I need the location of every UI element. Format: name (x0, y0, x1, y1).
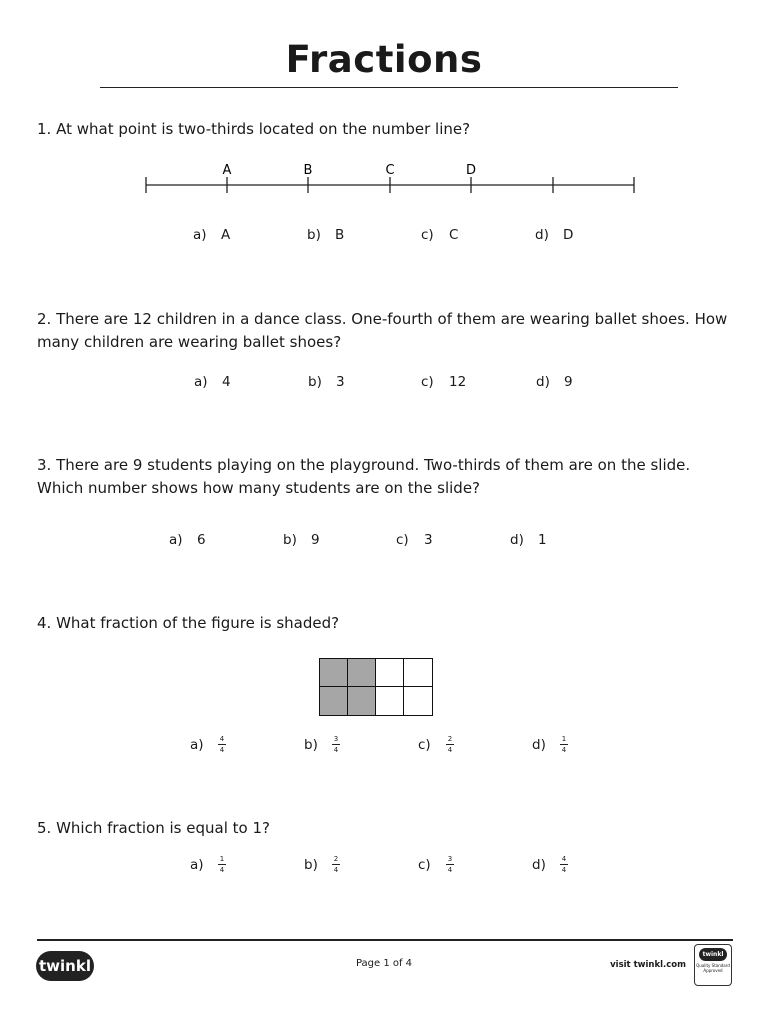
question-2-text: 2. There are 12 children in a dance class. One-fourth of them are wearing ballet shoes. How many children are wearing ballet shoes? (37, 310, 728, 351)
q1-option-c[interactable] (421, 227, 458, 243)
denominator: 4 (219, 746, 225, 754)
denominator: 4 (219, 866, 225, 874)
option-letter: a) (169, 532, 183, 548)
option-letter: a) (190, 736, 204, 753)
numerator: 3 (333, 735, 339, 743)
quality-badge (694, 944, 732, 986)
q5-option-d[interactable] (532, 855, 568, 874)
option-letter: c) (421, 374, 434, 390)
question-3-text: 3. There are 9 students playing on the playground. Two-thirds of them are on the slide. Which number shows how many students are on the slide? (37, 456, 691, 497)
option-letter: b) (308, 374, 322, 390)
option-letter: b) (283, 532, 297, 548)
option-letter: a) (193, 227, 207, 243)
numerator: 4 (219, 735, 225, 743)
numerator: 3 (447, 855, 453, 863)
option-value: C (449, 227, 459, 243)
numerator: 2 (333, 855, 339, 863)
q3-option-a[interactable] (169, 532, 206, 548)
grid-cell-unshaded (404, 687, 432, 715)
title-divider (100, 87, 678, 88)
q4-option-a[interactable] (190, 735, 226, 754)
numerator: 2 (447, 735, 453, 743)
option-value: 3 (424, 532, 433, 548)
number-line-label-d: D (465, 163, 477, 178)
badge-text: Quality Standard Approved (696, 963, 730, 973)
denominator: 4 (447, 746, 453, 754)
option-value: A (221, 227, 231, 243)
fraction (332, 735, 340, 754)
number-line-label-a: A (222, 163, 232, 178)
denominator: 4 (561, 866, 567, 874)
option-letter: c) (396, 532, 409, 548)
shaded-fraction-figure (319, 658, 433, 716)
q2-option-b[interactable] (308, 374, 345, 390)
fraction (560, 855, 568, 874)
q5-option-b[interactable] (304, 855, 340, 874)
footer-divider (37, 939, 733, 941)
grid-cell-unshaded (404, 659, 432, 687)
grid-cell-shaded (320, 659, 348, 687)
visit-link[interactable]: visit twinkl.com (610, 960, 686, 970)
number-line (140, 160, 640, 200)
option-value: 9 (564, 374, 573, 390)
grid-cell-unshaded (376, 659, 404, 687)
question-5-text: 5. Which fraction is equal to 1? (37, 819, 270, 837)
question-4-text: 4. What fraction of the figure is shaded? (37, 614, 340, 632)
fraction (446, 855, 454, 874)
denominator: 4 (447, 866, 453, 874)
option-letter: a) (194, 374, 208, 390)
fraction (560, 735, 568, 754)
grid-cell-shaded (348, 659, 376, 687)
option-letter: d) (535, 227, 549, 243)
q2-option-a[interactable] (194, 374, 231, 390)
option-letter: d) (532, 856, 546, 873)
option-value: 3 (336, 374, 345, 390)
numerator: 1 (561, 735, 567, 743)
grid-cell-shaded (320, 687, 348, 715)
q1-option-b[interactable] (307, 227, 344, 243)
q2-option-c[interactable] (421, 374, 466, 390)
option-letter: c) (418, 856, 431, 873)
q1-option-a[interactable] (193, 227, 230, 243)
option-value: B (335, 227, 345, 243)
q4-option-c[interactable] (418, 735, 454, 754)
grid-cell-unshaded (376, 687, 404, 715)
option-letter: d) (532, 736, 546, 753)
fraction (332, 855, 340, 874)
option-value: 12 (449, 374, 467, 390)
q4-option-b[interactable] (304, 735, 340, 754)
q3-option-d[interactable] (510, 532, 547, 548)
q5-option-c[interactable] (418, 855, 454, 874)
fraction (446, 735, 454, 754)
grid-cell-shaded (348, 687, 376, 715)
option-letter: a) (190, 856, 204, 873)
numerator: 4 (561, 855, 567, 863)
fraction (218, 735, 226, 754)
q2-option-d[interactable] (536, 374, 573, 390)
q3-option-b[interactable] (283, 532, 320, 548)
numerator: 1 (219, 855, 225, 863)
option-letter: b) (307, 227, 321, 243)
option-value: D (563, 227, 574, 243)
option-letter: d) (510, 532, 524, 548)
question-1-text: 1. At what point is two-thirds located on the number line? (37, 120, 471, 138)
number-line-label-c: C (385, 163, 395, 178)
option-letter: b) (304, 856, 318, 873)
option-letter: c) (421, 227, 434, 243)
number-line-label-b: B (303, 163, 313, 178)
denominator: 4 (561, 746, 567, 754)
fraction (218, 855, 226, 874)
twinkl-logo[interactable]: twinkl (36, 951, 94, 981)
option-letter: c) (418, 736, 431, 753)
q4-option-d[interactable] (532, 735, 568, 754)
q1-option-d[interactable] (535, 227, 573, 243)
option-letter: b) (304, 736, 318, 753)
q5-option-a[interactable] (190, 855, 226, 874)
option-value: 9 (311, 532, 320, 548)
q3-option-c[interactable] (396, 532, 433, 548)
denominator: 4 (333, 866, 339, 874)
option-value: 6 (197, 532, 206, 548)
badge-logo: twinkl (699, 948, 727, 961)
page-number: Page 1 of 4 (355, 958, 413, 969)
page-title: Fractions (285, 38, 483, 81)
denominator: 4 (333, 746, 339, 754)
option-value: 4 (222, 374, 231, 390)
option-value: 1 (538, 532, 547, 548)
option-letter: d) (536, 374, 550, 390)
